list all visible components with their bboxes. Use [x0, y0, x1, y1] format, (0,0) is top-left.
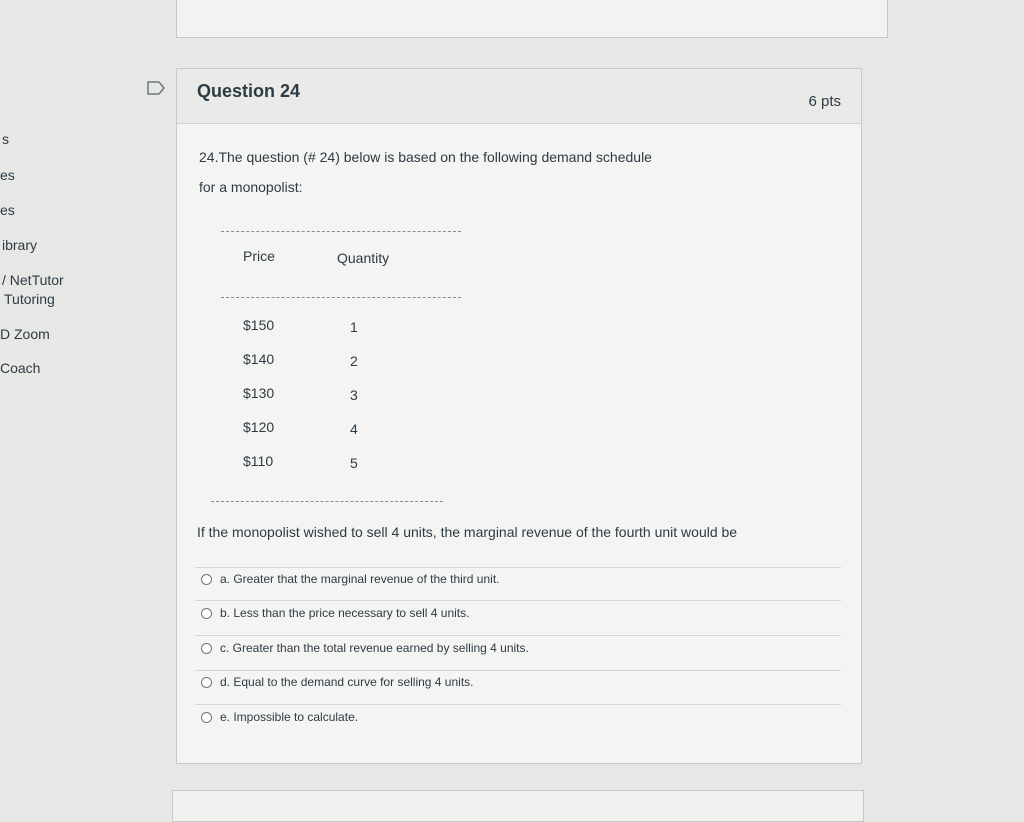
quantity-column-header: Quantity	[337, 250, 390, 266]
radio-button[interactable]	[201, 608, 212, 619]
flag-question-icon[interactable]	[146, 80, 166, 96]
sidebar-item-coach[interactable]: Coach	[0, 360, 41, 376]
sidebar-item-2[interactable]: es	[0, 167, 15, 183]
answer-label: b. Less than the price necessary to sell 4 units.	[220, 606, 470, 620]
sidebar-item-zoom[interactable]: D Zoom	[0, 326, 50, 342]
question-intro-line-2: for a monopolist:	[199, 179, 303, 195]
option-divider	[195, 635, 841, 636]
answer-label: e. Impossible to calculate.	[220, 710, 359, 724]
price-cell: $110	[243, 453, 274, 469]
course-sidebar	[0, 0, 90, 807]
question-intro-line-1: 24.The question (# 24) below is based on the following demand schedule	[199, 149, 652, 165]
sidebar-item-library[interactable]: ibrary	[2, 237, 38, 253]
price-column-header: Price	[243, 248, 275, 264]
option-divider	[195, 600, 841, 601]
answer-option-a[interactable]	[201, 572, 500, 586]
price-cell: $140	[243, 351, 275, 367]
table-top-divider	[221, 231, 461, 232]
answer-option-d[interactable]	[201, 675, 473, 689]
quantity-cell: 5	[350, 455, 358, 471]
question-prompt: If the monopolist wished to sell 4 units, the marginal revenue of the fourth unit would be	[197, 524, 738, 540]
radio-button[interactable]	[201, 574, 212, 585]
answer-label: d. Equal to the demand curve for selling 4 units.	[220, 675, 474, 689]
question-card	[176, 68, 862, 764]
question-header	[177, 69, 861, 124]
answer-option-e[interactable]	[201, 710, 358, 724]
radio-button[interactable]	[201, 677, 212, 688]
option-divider	[195, 670, 841, 671]
table-header-divider	[221, 297, 461, 298]
next-question-card	[172, 790, 864, 822]
answer-label: c. Greater than the total revenue earned by selling 4 units.	[220, 641, 529, 655]
radio-button[interactable]	[201, 712, 212, 723]
question-title: Question 24	[197, 81, 301, 101]
sidebar-item-1[interactable]: s	[2, 131, 9, 147]
table-bottom-divider	[211, 501, 443, 502]
sidebar-item-3[interactable]: es	[0, 202, 15, 218]
quantity-cell: 4	[350, 421, 358, 437]
quantity-cell: 3	[350, 387, 358, 403]
answer-option-c[interactable]	[201, 641, 529, 655]
quantity-cell: 2	[350, 353, 358, 369]
price-cell: $120	[243, 419, 275, 435]
price-cell: $130	[243, 385, 275, 401]
previous-question-card	[176, 0, 888, 38]
answers-divider	[195, 567, 841, 568]
sidebar-item-tutoring[interactable]: Tutoring	[4, 291, 55, 307]
answer-label: a. Greater that the marginal revenue of the third unit.	[220, 572, 500, 586]
price-cell: $150	[243, 317, 275, 333]
answer-option-b[interactable]	[201, 606, 469, 620]
sidebar-item-nettutor[interactable]: / NetTutor	[2, 272, 64, 288]
quantity-cell: 1	[350, 319, 358, 335]
radio-button[interactable]	[201, 643, 212, 654]
option-divider	[195, 704, 841, 705]
question-points: 6 pts	[808, 93, 841, 110]
